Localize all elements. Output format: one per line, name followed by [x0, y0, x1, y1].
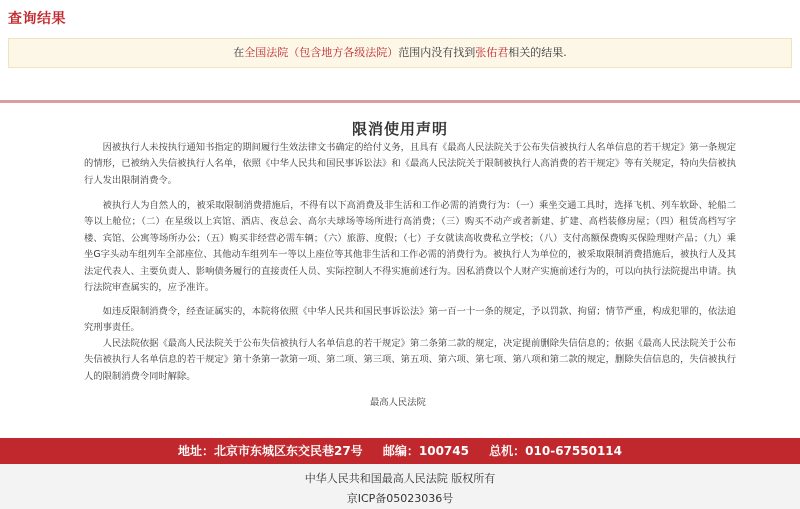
notice-paragraph: 被执行人为自然人的，被采取限制消费措施后，不得有以下高消费及非生活和工作必需的消费行为：（一）乘坐交通工具时，选择飞机、列车软卧、轮船二等以上舱位；（二）在星级以上宾馆、酒店、夜总会、高尔夫球场等场所进行高消费；（三）购买不动产或者新建、扩建、高档装修房屋；（四）租赁高档写字楼、宾馆、公寓等场所办公；（五）购买非经营必需车辆；（六）旅游、度假；（七）子女就读高收费私立学校；（八）支付高额保费购买保险理财产品；（九）乘坐G字头动车组列车全部座位、其他动车组列车一等以上座位等其他非生活和工作必需的消费行为。被执行人为单位的，被采取限制消费措施后，被执行人及其法定代表人、主要负责人、影响债务履行的直接责任人员、实际控制人不得实施前述行为。因私消费以个人财产实施前述行为的，可以向执行法院提出申请。执行法院审查属实的，应予准许。 [84, 200, 736, 294]
footer-phone: 总机：010-67550114 [489, 444, 622, 458]
footer-contact-bar [0, 438, 800, 464]
result-message [8, 38, 792, 68]
page-title: 查询结果 [8, 11, 66, 27]
result-suffix: 相关的结果. [508, 46, 567, 59]
footer-copyright: 中华人民共和国最高人民法院 版权所有 [304, 472, 496, 485]
footer-bottom [0, 464, 800, 509]
result-middle: 范围内没有找到 [398, 46, 476, 59]
footer-address: 地址：北京市东城区东交民巷27号 [177, 444, 363, 458]
footer-zipcode: 邮编：100745 [382, 444, 469, 458]
restriction-notice [0, 104, 800, 436]
notice-signature: 最高人民法院 [370, 397, 426, 408]
notice-paragraph: 如违反限制消费令，经查证属实的，本院将依照《中华人民共和国民事诉讼法》第一百一十一条的规定，予以罚款、拘留；情节严重，构成犯罪的，依法追究刑事责任。 [84, 306, 736, 334]
footer-icp-link[interactable]: 京ICP备05023036号 [346, 492, 454, 505]
result-scope-link[interactable]: 全国法院（包含地方各级法院） [244, 46, 399, 59]
notice-paragraph: 因被执行人未按执行通知书指定的期间履行生效法律文书确定的给付义务，且具有《最高人民法院关于公布失信被执行人名单信息的若干规定》第一条规定的情形，已被纳入失信被执行人名单，依照《中华人民共和国民事诉讼法》和《最高人民法院关于限制被执行人高消费的若干规定》等有关规定，特向失信被执行人发出限制消费令。 [84, 142, 736, 186]
section-divider [0, 100, 800, 103]
result-prefix: 在 [233, 46, 245, 59]
result-name: 张佑君 [475, 46, 509, 59]
notice-title: 限消使用声明 [351, 120, 448, 138]
notice-paragraph: 人民法院依据《最高人民法院关于公布失信被执行人名单信息的若干规定》第二条第二款的规定，决定提前删除失信信息的；依据《最高人民法院关于公布失信被执行人名单信息的若干规定》第十条第一款第一项、第二项、第三项、第五项、第六项、第七项、第八项和第二款的规定，删除失信信息的，失信被执行人的限制消费令同时解除。 [84, 338, 736, 382]
